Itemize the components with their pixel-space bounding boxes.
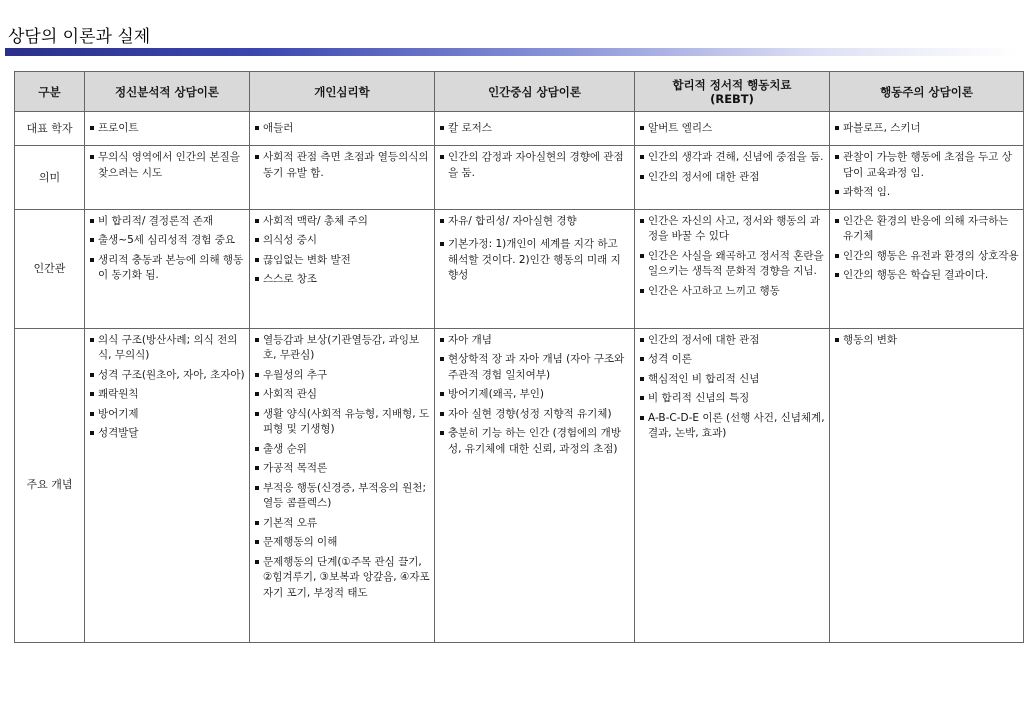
- list-item: 스스로 창조: [254, 272, 430, 288]
- list-item: 인간의 행동은 학습된 결과이다.: [834, 268, 1019, 284]
- header-row: [15, 72, 1024, 112]
- list-item: 인간은 사고하고 느끼고 행동: [639, 284, 825, 300]
- list-item: 출생~5세 심리성적 경험 중요: [89, 233, 245, 249]
- list-item: 행동의 변화: [834, 333, 1019, 349]
- cell-representative-scholars-rebt: [635, 112, 830, 146]
- list-item: 성격발달: [89, 426, 245, 442]
- cell-key-concepts-psychoanalytic: [85, 328, 250, 642]
- list-item: 자아 실현 경향(성정 지향적 유기체): [439, 407, 630, 423]
- list-item: 문제행동의 이해: [254, 535, 430, 551]
- list-item: 인간의 행동은 유전과 환경의 상호작용: [834, 249, 1019, 265]
- list-item: 자유/ 합리성/ 자아실현 경향: [439, 214, 630, 230]
- header-cell-person-centered: 인간중심 상담이론: [435, 72, 635, 112]
- list-item: 열등감과 보상(기관열등감, 과잉보호, 무관심): [254, 333, 430, 364]
- list-item: 비 합리적/ 결정론적 존재: [89, 214, 245, 230]
- header-cell-rebt: 합리적 정서적 행동치료 (REBT): [635, 72, 830, 112]
- list-item: 기본가정: 1)개인이 세계를 지각 하고 해석할 것이다. 2)인간 행동의 미래 지향성: [439, 237, 630, 284]
- cell-key-concepts-behaviorism: [830, 328, 1024, 642]
- list-item: A-B-C-D-E 이론 (선행 사건, 신념체계, 결과, 논박, 효과): [639, 411, 825, 442]
- list-item: 쾌락원칙: [89, 387, 245, 403]
- bullet-list: [85, 112, 249, 145]
- table-row-view-of-human: [15, 209, 1024, 328]
- row-label-representative-scholars: 대표 학자: [15, 112, 85, 146]
- list-item: 성격 이론: [639, 352, 825, 368]
- bullet-list: [635, 210, 829, 308]
- list-item: 의식성 중시: [254, 233, 430, 249]
- theory-comparison-table: [14, 71, 1024, 643]
- table-row-meaning: [15, 146, 1024, 210]
- list-item: 생활 양식(사회적 유능형, 지배형, 도피형 및 기생형): [254, 407, 430, 438]
- list-item: 성격 구조(원초아, 자아, 초자아): [89, 368, 245, 384]
- list-item: 인간의 정서에 대한 관점: [639, 170, 825, 186]
- list-item: 알버트 엘리스: [639, 121, 825, 137]
- list-item: 애들러: [254, 121, 430, 137]
- header-cell-individual-psychology: 개인심리학: [250, 72, 435, 112]
- bullet-list: [435, 146, 634, 189]
- cell-key-concepts-person-centered: [435, 328, 635, 642]
- bullet-list: [635, 112, 829, 145]
- list-item: 충분히 기능 하는 인간 (경험에의 개방성, 유기체에 대한 신뢰, 과정의 초점): [439, 426, 630, 457]
- list-item: 현상학적 장 과 자아 개념 (자아 구조와 주관적 경험 일치여부): [439, 352, 630, 383]
- list-item: 생리적 충동과 본능에 의해 행동이 동기화 됨.: [89, 253, 245, 284]
- bullet-list: [250, 112, 434, 145]
- bullet-list: [250, 210, 434, 296]
- table-row-representative-scholars: [15, 112, 1024, 146]
- cell-meaning-person-centered: [435, 146, 635, 210]
- cell-meaning-rebt: [635, 146, 830, 210]
- list-item: 끊임없는 변화 발전: [254, 253, 430, 269]
- cell-representative-scholars-person-centered: [435, 112, 635, 146]
- bullet-list: [85, 210, 249, 292]
- cell-view-of-human-individual-psychology: [250, 209, 435, 328]
- row-label-meaning: 의미: [15, 146, 85, 210]
- bullet-list: [435, 329, 634, 466]
- list-item: 인간의 감정과 자아실현의 경향에 관점을 둠.: [439, 150, 630, 181]
- bullet-list: [85, 146, 249, 189]
- list-item: 출생 순위: [254, 442, 430, 458]
- cell-key-concepts-individual-psychology: [250, 328, 435, 642]
- bullet-list: [435, 210, 634, 292]
- cell-representative-scholars-psychoanalytic: [85, 112, 250, 146]
- bullet-list: [830, 210, 1023, 292]
- list-item: 기본적 오류: [254, 516, 430, 532]
- list-item: 인간은 사실을 왜곡하고 정서적 혼란을 일으키는 생득적 문화적 경향을 지님.: [639, 249, 825, 280]
- cell-meaning-psychoanalytic: [85, 146, 250, 210]
- list-item: 인간의 생각과 견해, 신념에 중점을 둠.: [639, 150, 825, 166]
- cell-view-of-human-person-centered: [435, 209, 635, 328]
- list-item: 방어기제: [89, 407, 245, 423]
- cell-meaning-behaviorism: [830, 146, 1024, 210]
- cell-view-of-human-psychoanalytic: [85, 209, 250, 328]
- bullet-list: [250, 146, 434, 189]
- cell-meaning-individual-psychology: [250, 146, 435, 210]
- cell-representative-scholars-individual-psychology: [250, 112, 435, 146]
- list-item: 부적응 행동(신경증, 부적응의 원천; 열등 콤플렉스): [254, 481, 430, 512]
- title-underline-bar: [5, 48, 1017, 56]
- list-item: 프로이트: [89, 121, 245, 137]
- list-item: 의식 구조(방산사례; 의식 전의식, 무의식): [89, 333, 245, 364]
- list-item: 비 합리적 신념의 특징: [639, 391, 825, 407]
- list-item: 자아 개념: [439, 333, 630, 349]
- list-item: 가공적 목적론: [254, 461, 430, 477]
- list-item: 문제행동의 단계(①주목 관심 끌기, ②힘겨루기, ③보복과 앙갚음, ④자포자기 포기, 부정적 태도: [254, 555, 430, 602]
- header-cell-category: 구분: [15, 72, 85, 112]
- bullet-list: [250, 329, 434, 610]
- list-item: 관찰이 가능한 행동에 초점을 두고 상담이 교육과정 임.: [834, 150, 1019, 181]
- list-item: 사회적 맥락/ 총체 주의: [254, 214, 430, 230]
- bullet-list: [830, 112, 1023, 145]
- header-cell-behaviorism: 행동주의 상담이론: [830, 72, 1024, 112]
- list-item: 인간의 정서에 대한 관점: [639, 333, 825, 349]
- list-item: 사회적 관점 측면 초점과 열등의식의 동기 유발 함.: [254, 150, 430, 181]
- list-item: 우월성의 추구: [254, 368, 430, 384]
- cell-view-of-human-rebt: [635, 209, 830, 328]
- list-item: 인간은 자신의 사고, 정서와 행동의 과정을 바꿀 수 있다: [639, 214, 825, 245]
- row-label-key-concepts: 주요 개념: [15, 328, 85, 642]
- bullet-list: [435, 112, 634, 145]
- bullet-list: [635, 329, 829, 450]
- page-title: 상담의 이론과 실제: [8, 27, 151, 47]
- bullet-list: [85, 329, 249, 450]
- table-row-key-concepts: [15, 328, 1024, 642]
- header-cell-psychoanalytic: 정신분석적 상담이론: [85, 72, 250, 112]
- list-item: 핵심적인 비 합리적 신념: [639, 372, 825, 388]
- cell-representative-scholars-behaviorism: [830, 112, 1024, 146]
- list-item: 무의식 영역에서 인간의 본질을 찾으려는 시도: [89, 150, 245, 181]
- bullet-list: [830, 329, 1023, 357]
- bullet-list: [635, 146, 829, 193]
- cell-key-concepts-rebt: [635, 328, 830, 642]
- list-item: 과학적 임.: [834, 185, 1019, 201]
- cell-view-of-human-behaviorism: [830, 209, 1024, 328]
- list-item: 파블로프, 스키너: [834, 121, 1019, 137]
- row-label-view-of-human: 인간관: [15, 209, 85, 328]
- bullet-list: [830, 146, 1023, 209]
- list-item: 칼 로저스: [439, 121, 630, 137]
- list-item: 방어기제(왜곡, 부인): [439, 387, 630, 403]
- list-item: 사회적 관심: [254, 387, 430, 403]
- list-item: 인간은 환경의 반응에 의해 자극하는 유기체: [834, 214, 1019, 245]
